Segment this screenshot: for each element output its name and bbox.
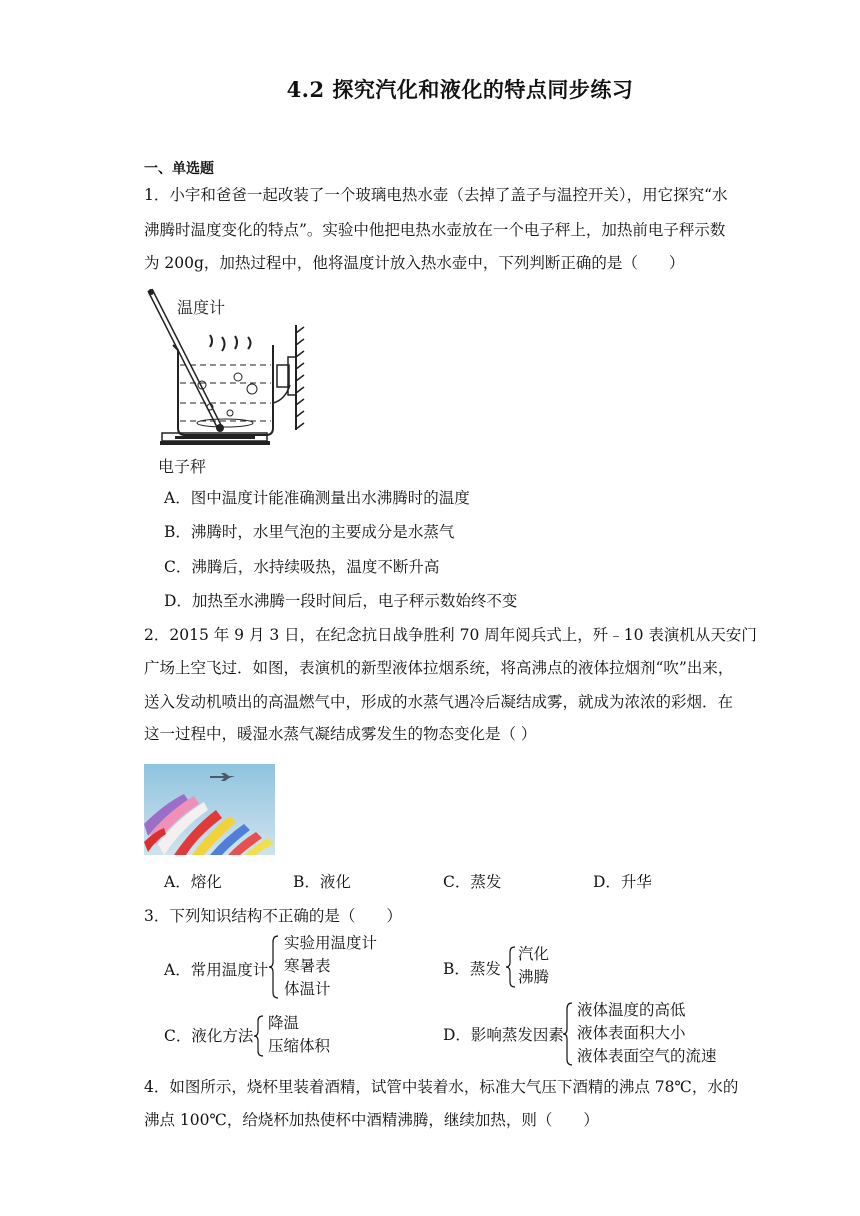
q3-b-label: B．蒸发 <box>443 960 501 978</box>
q1-option-c[interactable]: C．沸腾后，水持续吸热，温度不断升高 <box>164 558 440 576</box>
q3-option-a[interactable] <box>164 932 394 1002</box>
q1-option-b[interactable]: B．沸腾时，水里气泡的主要成分是水蒸气 <box>164 523 455 541</box>
q3-c-item-2: 压缩体积 <box>268 1037 331 1055</box>
q3-b-item-2: 沸腾 <box>518 968 550 986</box>
q3-option-b[interactable] <box>443 943 573 991</box>
q2-line-1: 2．2015 年 9 月 3 日，在纪念抗日战争胜利 70 周年阅兵式上，歼﹣10 表演机从天安门 <box>144 626 757 644</box>
q4-line-2: 沸点 100℃，给烧杯加热使杯中酒精沸腾，继续加热，则（ ） <box>144 1111 599 1129</box>
q1-option-d[interactable]: D．加热至水沸腾一段时间后，电子秤示数始终不变 <box>164 592 518 610</box>
q2-photo-airshow <box>144 764 275 855</box>
q3-a-item-1: 实验用温度计 <box>284 934 378 952</box>
q2-option-b[interactable]: B．液化 <box>293 873 351 891</box>
q3-a-item-3: 体温计 <box>284 980 331 998</box>
q2-option-a[interactable]: A．熔化 <box>164 873 222 891</box>
q3-d-item-3: 液体表面空气的流速 <box>577 1047 717 1065</box>
brace-icon <box>268 934 280 1000</box>
q3-d-label: D．影响蒸发因素 <box>443 1026 564 1044</box>
q1-line-3: 为 200g，加热过程中，他将温度计放入热水壶中，下列判断正确的是（ ） <box>144 254 685 272</box>
q1-option-a[interactable]: A．图中温度计能准确测量出水沸腾时的温度 <box>164 489 470 507</box>
brace-icon <box>505 945 517 989</box>
thermometer-label: 温度计 <box>177 298 226 317</box>
q1-line-2: 沸腾时温度变化的特点”。实验中他把电热水壶放在一个电子秤上，加热前电子秤示数 <box>144 221 726 239</box>
q1-figure <box>140 285 320 480</box>
q3-stem: 3．下列知识结构不正确的是（ ） <box>144 907 402 925</box>
q2-line-2: 广场上空飞过．如图，表演机的新型液体拉烟系统，将高沸点的液体拉烟剂“吹”出来， <box>144 659 734 677</box>
brace-icon <box>253 1014 265 1058</box>
q2-line-3: 送入发动机喷出的高温燃气中，形成的水蒸气遇冷后凝结成雾，就成为浓浓的彩烟．在 <box>144 693 734 711</box>
q2-line-4: 这一过程中，暖湿水蒸气凝结成雾发生的物态变化是（ ） <box>144 725 537 743</box>
q3-c-item-1: 降温 <box>268 1014 300 1032</box>
section-heading: 一、单选题 <box>144 161 214 177</box>
page-title: 4.2 探究汽化和液化的特点同步练习 <box>286 77 634 102</box>
q3-a-item-2: 寒暑表 <box>284 957 331 975</box>
q3-d-item-2: 液体表面积大小 <box>577 1024 686 1042</box>
scale-label: 电子秤 <box>158 457 207 476</box>
q3-a-label: A．常用温度计 <box>164 961 269 979</box>
q3-c-label: C．液化方法 <box>164 1027 254 1045</box>
q1-line-1: 1．小宇和爸爸一起改装了一个玻璃电热水壶（去掉了盖子与温控开关），用它探究“水 <box>144 186 728 204</box>
q2-option-d[interactable]: D．升华 <box>593 873 652 891</box>
brace-icon <box>562 1001 574 1067</box>
q4-line-1: 4．如图所示，烧杯里装着酒精，试管中装着水，标准大气压下酒精的沸点 78℃，水的 <box>144 1078 739 1096</box>
q3-d-item-1: 液体温度的高低 <box>577 1001 686 1019</box>
q2-option-c[interactable]: C．蒸发 <box>443 873 502 891</box>
q3-option-c[interactable] <box>164 1012 344 1060</box>
q3-b-item-1: 汽化 <box>518 945 550 963</box>
q3-option-d[interactable] <box>443 999 733 1069</box>
